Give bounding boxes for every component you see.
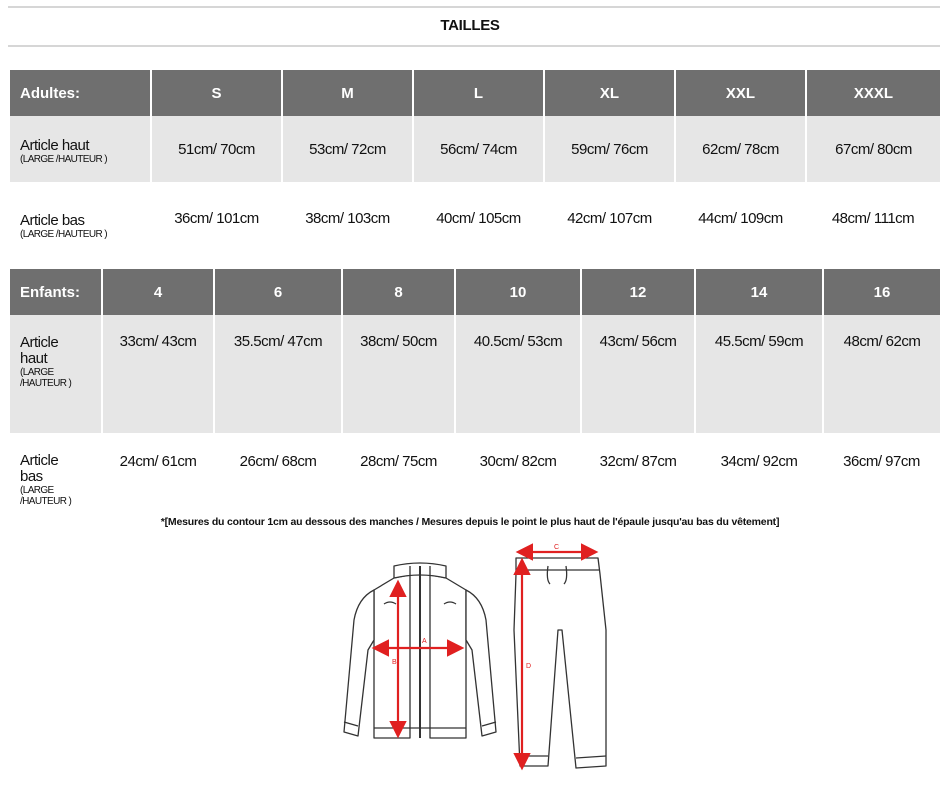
row-label-sub: (LARGE /HAUTEUR ) xyxy=(20,153,108,165)
kids-row-top xyxy=(10,315,940,433)
adult-header-label: Adultes: xyxy=(10,70,151,116)
adult-row-bottom xyxy=(10,182,940,258)
adult-size-header: L xyxy=(413,70,544,116)
label-d: D xyxy=(526,663,532,670)
table-cell: 59cm/ 76cm xyxy=(544,116,675,182)
adult-size-header: XXL xyxy=(675,70,806,116)
kids-size-header: 10 xyxy=(455,269,581,315)
row-label-text: Article xyxy=(20,452,59,469)
table-cell: 36cm/ 101cm xyxy=(174,209,259,227)
table-cell: 24cm/ 61cm xyxy=(119,453,197,470)
table-cell: 67cm/ 80cm xyxy=(806,116,940,182)
adult-size-header: S xyxy=(151,70,282,116)
row-label-sub: (LARGE xyxy=(20,485,54,496)
row-label-text: bas xyxy=(20,468,43,485)
kids-size-header: 14 xyxy=(695,269,823,315)
table-cell: 26cm/ 68cm xyxy=(239,453,317,470)
table-cell: 56cm/ 74cm xyxy=(413,116,544,182)
row-label-sub: (LARGE /HAUTEUR ) xyxy=(20,228,108,240)
adult-size-header: M xyxy=(282,70,413,116)
adult-size-table xyxy=(10,70,940,258)
top-rule xyxy=(8,6,940,8)
adult-row-top xyxy=(10,116,940,182)
kids-size-header: 4 xyxy=(102,269,214,315)
kids-row-bottom xyxy=(10,433,940,547)
table-cell: 38cm/ 103cm xyxy=(305,209,390,227)
table-cell: 35.5cm/ 47cm xyxy=(214,315,342,433)
row-label-sub: /HAUTEUR ) xyxy=(20,378,72,389)
table-cell: 38cm/ 50cm xyxy=(342,315,455,433)
label-b: B xyxy=(392,659,397,666)
adult-size-header: XXXL xyxy=(806,70,940,116)
kids-size-header: 16 xyxy=(823,269,940,315)
kids-size-header: 12 xyxy=(581,269,695,315)
row-label xyxy=(10,315,102,433)
row-label-text: Article haut xyxy=(20,136,90,154)
title-rule xyxy=(8,45,940,47)
row-label-sub: /HAUTEUR ) xyxy=(20,496,72,507)
table-cell: 44cm/ 109cm xyxy=(698,209,783,227)
row-label-text: Article xyxy=(20,334,59,351)
jacket-icon xyxy=(344,563,496,738)
table-cell: 51cm/ 70cm xyxy=(151,116,282,182)
table-cell: 43cm/ 56cm xyxy=(581,315,695,433)
adult-header-row xyxy=(10,70,940,116)
table-cell: 34cm/ 92cm xyxy=(720,453,798,470)
row-label xyxy=(10,433,102,547)
table-cell: 48cm/ 62cm xyxy=(823,315,940,433)
kids-size-header: 6 xyxy=(214,269,342,315)
table-cell: 33cm/ 43cm xyxy=(102,315,214,433)
table-cell: 36cm/ 97cm xyxy=(843,453,920,470)
measurement-note: *[Mesures du contour 1cm au dessous des manches / Mesures depuis le point le plus haut de l'épaule jusqu'au bas du vêtement] xyxy=(160,516,780,528)
table-cell: 62cm/ 78cm xyxy=(675,116,806,182)
table-cell: 45.5cm/ 59cm xyxy=(695,315,823,433)
row-label-text: Article bas xyxy=(20,211,85,229)
table-cell: 42cm/ 107cm xyxy=(567,209,652,227)
table-cell: 48cm/ 111cm xyxy=(831,209,915,227)
kids-header-label: Enfants: xyxy=(10,269,102,315)
garment-measurement-diagram xyxy=(330,540,620,776)
kids-header-row xyxy=(10,269,940,315)
table-cell: 53cm/ 72cm xyxy=(282,116,413,182)
page-title: TAILLES xyxy=(440,17,500,34)
row-label xyxy=(10,116,151,182)
table-cell: 28cm/ 75cm xyxy=(360,453,437,470)
table-cell: 30cm/ 82cm xyxy=(479,453,557,470)
table-cell: 40cm/ 105cm xyxy=(436,209,521,227)
adult-size-header: XL xyxy=(544,70,675,116)
row-label-sub: (LARGE xyxy=(20,367,54,378)
label-a: A xyxy=(422,638,427,645)
kids-size-table xyxy=(10,269,940,547)
label-c: C xyxy=(554,544,560,551)
table-cell: 40.5cm/ 53cm xyxy=(455,315,581,433)
table-cell: 32cm/ 87cm xyxy=(599,453,677,470)
kids-size-header: 8 xyxy=(342,269,455,315)
row-label xyxy=(10,182,151,258)
row-label-text: haut xyxy=(20,350,48,367)
